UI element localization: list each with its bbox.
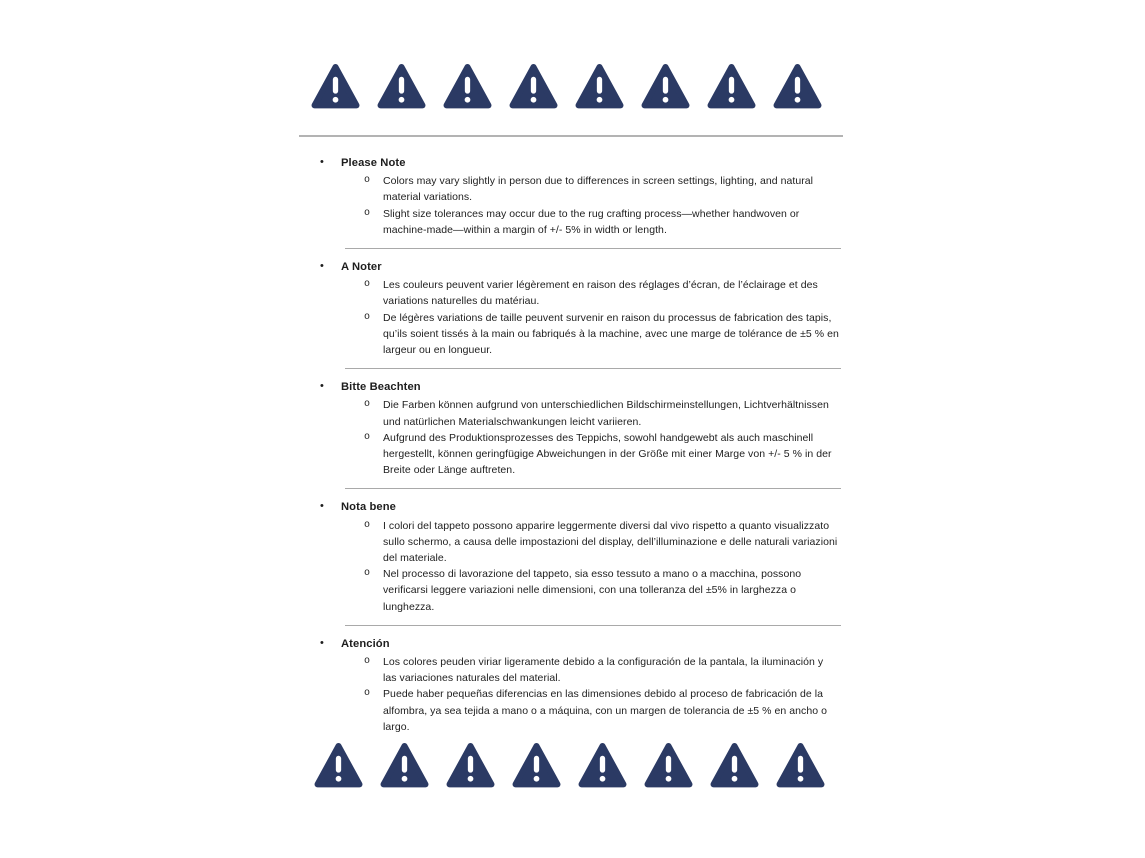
warning-triangle-icon — [578, 741, 627, 792]
section-heading: Bitte Beachten — [341, 381, 421, 394]
circle-bullet-icon: o — [364, 399, 371, 411]
note-item-text: Colors may vary slightly in person due to differences in screen settings, lighting, and natural material variations. — [383, 175, 814, 204]
warning-triangle-icon — [377, 62, 426, 113]
note-item-text: Los colores peuden viriar ligeramente debido a la configuración de la pantala, la iluminación y las variaciones naturales del material. — [383, 656, 824, 685]
circle-bullet-icon: o — [364, 688, 371, 700]
warning-triangle-icon — [776, 741, 825, 792]
note-section — [299, 155, 844, 249]
note-item — [299, 277, 844, 309]
warning-row-top — [311, 62, 822, 113]
section-heading-row — [299, 379, 844, 395]
note-item-text: Die Farben können aufgrund von unterschiedlichen Bildschirmeinstellungen, Lichtverhältnissen und natürlichen Materialschwankungen leicht variieren. — [383, 399, 829, 428]
circle-bullet-icon: o — [364, 311, 371, 323]
warning-triangle-icon — [509, 62, 558, 113]
warning-triangle-icon — [443, 62, 492, 113]
bullet-dot-icon: • — [320, 500, 324, 513]
note-item — [299, 206, 844, 238]
warning-triangle-icon — [707, 62, 756, 113]
circle-bullet-icon: o — [364, 175, 371, 187]
note-item-text: I colori del tappeto possono apparire leggermente diversi dal vivo rispetto a quanto visualizzato sullo schermo, a causa delle impostazioni del display, dell’illuminazione e delle naturali variazioni del materiale. — [383, 519, 838, 565]
circle-bullet-icon: o — [364, 568, 371, 580]
note-item — [299, 310, 844, 359]
circle-bullet-icon: o — [364, 279, 371, 291]
section-heading-row — [299, 636, 844, 652]
section-heading-row — [299, 259, 844, 275]
bullet-dot-icon: • — [320, 156, 324, 168]
section-heading: Nota bene — [341, 501, 396, 514]
warning-triangle-icon — [314, 741, 363, 792]
note-item-text: Puede haber pequeñas diferencias en las dimensiones debido al proceso de fabricación de la alfombra, ya sea tejida a mano o a máquina, con un margen de tolerancia de ±5 % en ancho o largo. — [383, 688, 827, 733]
warning-triangle-icon — [644, 741, 693, 792]
note-item-text: Nel processo di lavorazione del tappeto, sia esso tessuto a mano o a macchina, possono verificarsi leggere variazioni nelle dimensioni, con una tolleranza del ±5% in larghezza o lunghezza. — [383, 568, 802, 613]
bullet-dot-icon: • — [320, 636, 324, 649]
note-item — [299, 566, 844, 615]
note-item-text: Les couleurs peuvent varier légèrement en raison des réglages d’écran, de l’éclairage et des variations naturelles du matériau. — [383, 279, 818, 308]
warning-triangle-icon — [512, 741, 561, 792]
warning-triangle-icon — [710, 741, 759, 792]
note-item-text: Slight size tolerances may occur due to the rug crafting process—whether handwoven or machine-made—within a margin of +/- 5% in width or length. — [383, 207, 800, 236]
section-items — [299, 397, 844, 478]
note-item-text: Aufgrund des Produktionsprozesses des Teppichs, sowohl handgewebt als auch maschinell hergestellt, können geringfügige Abweichungen in der Größe mit einer Marge von +/- 5 % in der Breite oder Länge auftreten. — [383, 431, 832, 477]
note-item — [299, 430, 844, 479]
section-items — [299, 654, 844, 735]
section-items — [299, 277, 844, 358]
warning-triangle-icon — [773, 62, 822, 113]
section-items — [299, 518, 844, 615]
warning-triangle-icon — [575, 62, 624, 113]
warning-triangle-icon — [641, 62, 690, 113]
section-heading: Please Note — [341, 157, 406, 169]
note-item — [299, 686, 844, 735]
note-item — [299, 173, 844, 205]
circle-bullet-icon: o — [364, 207, 371, 219]
section-items — [299, 173, 844, 238]
warning-triangle-icon — [311, 62, 360, 113]
warning-row-bottom — [314, 741, 825, 792]
note-item — [299, 654, 844, 686]
section-divider — [345, 625, 841, 626]
section-heading-row — [299, 499, 844, 515]
top-divider — [299, 135, 843, 137]
note-section — [299, 499, 844, 625]
section-divider — [345, 248, 841, 249]
section-heading-row — [299, 155, 844, 171]
circle-bullet-icon: o — [364, 519, 371, 531]
note-item — [299, 397, 844, 429]
section-divider — [345, 488, 841, 489]
note-section — [299, 379, 844, 489]
note-section — [299, 259, 844, 369]
section-heading: Atención — [341, 637, 390, 650]
warning-triangle-icon — [446, 741, 495, 792]
bullet-dot-icon: • — [320, 380, 324, 393]
circle-bullet-icon: o — [364, 431, 371, 443]
section-divider — [345, 368, 841, 369]
notes-list — [299, 149, 844, 735]
note-section — [299, 636, 844, 735]
note-item-text: De légères variations de taille peuvent survenir en raison du processus de fabrication des tapis, qu’ils soient tissés à la main ou fabriqués à la machine, avec une marge de tolérance de ±5 % en largeur ou en longueur. — [383, 311, 839, 357]
note-item — [299, 518, 844, 567]
section-heading: A Noter — [341, 261, 382, 274]
bullet-dot-icon: • — [320, 260, 324, 273]
warning-triangle-icon — [380, 741, 429, 792]
circle-bullet-icon: o — [364, 656, 371, 668]
